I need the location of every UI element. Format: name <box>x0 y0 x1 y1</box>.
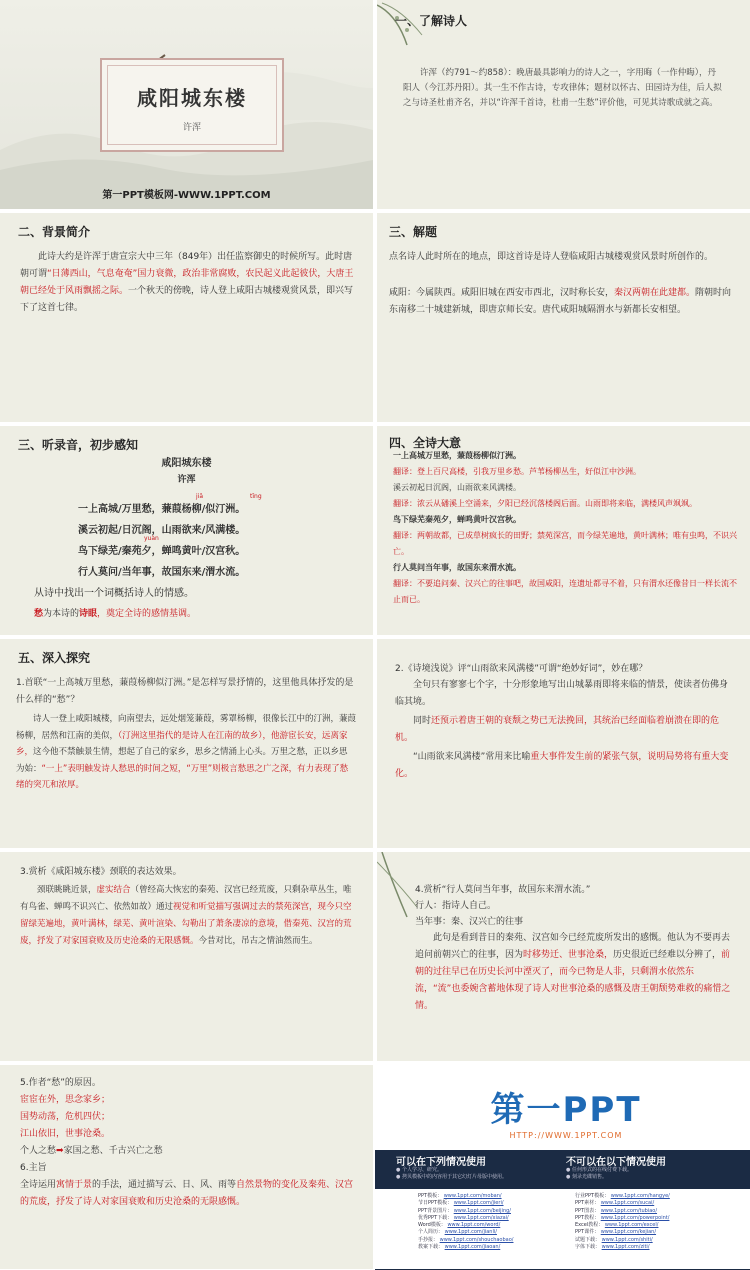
reason-question: 5.作者“愁”的原因。 <box>20 1078 101 1088</box>
cover-author: 许浑 <box>182 123 201 133</box>
link-sucai[interactable]: www.1ppt.com/sucai/ <box>600 1200 655 1207</box>
cannot-use-heading: 不可以在以下情况使用 <box>566 1157 666 1168</box>
slide-4-title-explain[interactable] <box>377 213 750 422</box>
link-tubiao[interactable]: www.1ppt.com/tubiao/ <box>600 1207 658 1214</box>
link-powerpoint[interactable]: www.1ppt.com/powerpoint/ <box>600 1214 670 1221</box>
pinyin-ting: tīng <box>250 493 262 500</box>
explore-answer: 诗人一登上咸阳城楼，向南望去，远处烟笼蒹葭，雾罩杨柳，很像长江中的汀洲，蒹葭杨柳，居然和江南的美似，（汀洲这里指代的是诗人在江南的故乡），他游宦长安，远离家乡，这今他不禁触景生情，想起了自己的家乡，思乡之情涌上心头。万里之愁，正以乡思为始：“一上”表明触发诗人愁思的时间之短，“万里”则极言愁思之广之深，有力表现了愁绪的突兀和浓厚。 <box>16 714 357 790</box>
poem-author: 许浑 <box>177 475 196 485</box>
slide-4-heading: 三、解题 <box>389 225 438 239</box>
theme-heading: 6.主旨 <box>20 1163 47 1173</box>
rain-answer-3: “山雨欲来风满楼”常用来比喻重大事件发生前的紧张气氛，说明局势将有重大变化。 <box>395 752 729 779</box>
rain-question: 2.《诗境浅说》评“山雨欲来风满楼”可谓“绝妙好词”，妙在哪？ <box>395 664 648 674</box>
slide-2-poet[interactable] <box>377 0 750 209</box>
slide-7-explore[interactable] <box>0 639 373 848</box>
arrow-icon: ➡ <box>56 1146 64 1156</box>
explain-p1: 点名诗人此时所在的地点，即这首诗是诗人登临咸阳古城楼观赏风景时所创作的。 <box>389 252 714 262</box>
poem-line-2: 溪云初起/日沉阁，山雨欲来/风满楼。 <box>78 525 246 536</box>
tail-line-1: 行人：指诗人自己。 <box>415 901 497 911</box>
link-shiti[interactable]: www.1ppt.com/shiti/ <box>601 1236 653 1243</box>
link-beijing[interactable]: www.1ppt.com/beijing/ <box>453 1207 511 1214</box>
tail-line-2: 当年事：秦、汉兴亡的往事 <box>415 917 524 927</box>
slide-5-heading: 三、听录音，初步感知 <box>18 438 139 452</box>
link-kejian[interactable]: www.1ppt.com/kejian/ <box>600 1229 657 1236</box>
background-text: 此诗大约是许浑于唐宣宗大中三年（849年）出任监察御史的时候所写。此时唐朝可谓“日薄西山，气息奄奄”国力衰微，政治非常腐败，农民起义此起彼伏，大唐王朝已经处于风雨飘摇之际。一个秋天的傍晚，诗人登上咸阳古城楼观赏风景，即兴写下了这首七律。 <box>20 252 354 313</box>
left-links: PPT模板： www.1ppt.com/moban/ 节日PPT模板： www.1ppt.com/jieri/ PPT背景图片： www.1ppt.com/beijing/ 优秀PPT下载： www.1ppt.com/xiazai/ Word模板： www.1ppt.com/word/ 个人简历： www.1ppt.com/jianli/ 手抄报： www.1ppt.com/shouchaobao/ 教案下载： www.1ppt.com/jiaoan/ <box>418 1193 514 1251</box>
explore-question: 1.首联“一上高城万里愁，蒹葭杨柳似汀洲。”是怎样写景抒情的，这里他具体抒发的是什么样的“愁”？ <box>16 678 354 705</box>
slide-7-heading: 五、深入探究 <box>18 651 91 665</box>
title-frame <box>100 58 284 152</box>
theme-text: 全诗运用寓情于景的手法，通过描写云、日、风、雨等自然景物的变化及秦苑、汉宫的荒废，抒发了诗人对家国衰败和历史沧桑的无限感慨。 <box>20 1180 354 1207</box>
cannot-use-list: ● 任何形式的在线付费下载。 ● 刻录光碟销售。 <box>566 1167 632 1180</box>
explain-p2: 咸阳：今属陕西。咸阳旧城在西安市西北，汉时称长安，秦汉两朝在此建都。隋朝时向东南移二十城建新城，即唐京师长安。唐代咸阳城隔渭水与新都长安相望。 <box>389 288 732 315</box>
reason-1: 宦宦在外，思念家乡； <box>20 1095 111 1105</box>
link-word[interactable]: www.1ppt.com/word/ <box>447 1222 501 1229</box>
neck-answer: 颈联眺眺近景，虚实结合（曾经高大恢宏的秦苑、汉宫已经荒废，只剩杂草丛生，唯有鸟雀、蝉鸣不识兴亡、依然如故）通过视觉和听觉描写强调过去的禁苑深宫，现今只空留绿芜遍地，黄叶满林，绿芜、黄叶渲染、勾勒出了萧条凄凉的意境，借秦苑、汉宫的荒废，抒发了对家国衰败及历史沧桑的无限感慨。今昔对比，吊古之情油然而生。 <box>20 885 352 946</box>
link-hangye[interactable]: www.1ppt.com/hangye/ <box>610 1193 670 1199</box>
tail-answer: 此句是看到昔日的秦苑、汉宫如今已经荒废所发出的感慨。他认为不要再去追问前朝兴亡的往事，因为时移势迁、世事沧桑，历史很近已经难以分辨了，前朝的过往早已在历史长河中湮灭了，而今已物是人非，只剩渭水依然东流，“流”也委婉含蓄地体现了诗人对世事沧桑的感慨及唐王朝颓势难救的痛惜之情。 <box>415 933 731 1011</box>
cover-title: 咸阳城东楼 <box>137 86 247 110</box>
cover-footer: 第一PPT模板网-WWW.1PPT.COM <box>102 190 271 201</box>
neck-question: 3.赏析《咸阳城东楼》颈联的表达效果。 <box>20 867 182 877</box>
listen-question: 从诗中找出一个词概括诗人的情感。 <box>34 588 194 599</box>
slide-10-tail-couplet[interactable] <box>377 852 750 1061</box>
link-jianli[interactable]: www.1ppt.com/jianli/ <box>444 1229 497 1236</box>
rain-answer-2: 同时还预示着唐王朝的衰颓之势已无法挽回，其统治已经面临着崩溃在即的危机。 <box>395 716 720 743</box>
slide-2-heading: 一、了解诗人 <box>395 14 468 28</box>
slide-6-meaning[interactable] <box>377 426 750 635</box>
link-moban[interactable]: www.1ppt.com/moban/ <box>443 1193 502 1199</box>
tail-question: 4.赏析“行人莫问当年事，故国东来渭水流。” <box>415 885 591 895</box>
can-use-list: ● 个人学习、研究。 ● 拷贝模板中的内容用于其它幻灯片母版中使用。 <box>396 1167 507 1180</box>
listen-answer: 愁为本诗的诗眼，奠定全诗的感情基调。 <box>34 609 197 619</box>
slide-3-background[interactable] <box>0 213 373 422</box>
logo-url: HTTP://WWW.1PPT.COM <box>509 1131 623 1140</box>
slide-6-heading: 四、全诗大意 <box>389 436 462 450</box>
pinyin-yuan: yuàn <box>144 535 159 542</box>
pinyin-jia: jiā <box>196 493 204 500</box>
slide-8-rain[interactable] <box>377 639 750 848</box>
meaning-block: 一上高城万里愁，蒹葭杨柳似汀洲。 翻译：登上百尺高楼，引我万里乡愁。芦苇杨柳丛生，好似江中沙洲。 溪云初起日沉阁，山雨欲来风满楼。 翻译：浓云从磻溪上空涌来，夕阳已经沉落楼阁后面。山雨即将来临，满楼风声飒飒。 鸟下绿芜秦苑夕，蝉鸣黄叶汉宫秋。 翻译：两朝故都，已成草树疯长的田野；禁苑深宫，而今绿芜遍地，黄叶满林；唯有虫鸣，不识兴亡。 行人莫问当年事，故国东来渭水流。 翻译：不要追问秦、汉兴亡的往事吧，故国咸阳，连遗址都寻不着，只有渭水还像昔日一样长流不止而已。 <box>393 451 737 604</box>
slide-9-neck-couplet[interactable] <box>0 852 373 1061</box>
poem-line-3: 鸟下绿芜/秦苑夕，蝉鸣黄叶/汉宫秋。 <box>78 546 246 557</box>
can-use-heading: 可以在下列情况使用 <box>396 1157 486 1168</box>
rain-answer-1: 全句只有寥寥七个字，十分形象地写出山城暴雨即将来临的情景，使读者仿佛身临其境。 <box>395 680 729 707</box>
slide-1-cover[interactable] <box>0 0 373 209</box>
link-xiazai[interactable]: www.1ppt.com/xiazai/ <box>453 1214 509 1221</box>
poet-intro: 许浑（约791～约858）：晚唐最具影响力的诗人之一，字用晦（一作仲晦），丹阳人（今江苏丹阳）。其一生不作古诗，专攻律体；题材以怀古、田园诗为佳，后人拟之与诗圣杜甫齐名，并以“许浑千首诗，杜甫一生愁”评价他，可见其诗歌成就之高。 <box>403 68 722 108</box>
poem-title: 咸阳城东楼 <box>161 458 212 469</box>
link-ziti[interactable]: www.1ppt.com/ziti/ <box>601 1244 650 1251</box>
link-jiaoan[interactable]: www.1ppt.com/jiaoan/ <box>444 1244 501 1251</box>
reason-summary: 个人之愁➡家国之愁、千古兴亡之愁 <box>20 1146 163 1156</box>
link-jieri[interactable]: www.1ppt.com/jieri/ <box>453 1200 504 1207</box>
logo-text: 第一PPT <box>490 1090 642 1130</box>
link-shouchaobao[interactable]: www.1ppt.com/shouchaobao/ <box>439 1236 514 1243</box>
reason-2: 国势动荡，危机四伏； <box>20 1112 111 1122</box>
poem-line-1: 一上高城/万里愁，蒹葭杨柳/似汀洲。 <box>78 504 246 515</box>
poem-line-4: 行人莫问/当年事，故国东来/渭水流。 <box>78 567 246 578</box>
slide-3-heading: 二、背景简介 <box>18 225 91 239</box>
right-links: 行业PPT模板： www.1ppt.com/hangye/ PPT素材： www.1ppt.com/sucai/ PPT图表： www.1ppt.com/tubiao/ PPT教程： www.1ppt.com/powerpoint/ Excel教程： www.1ppt.com/excel/ PPT课件： www.1ppt.com/kejian/ 试题下载： www.1ppt.com/shiti/ 字体下载： www.1ppt.com/ziti/ <box>575 1193 670 1251</box>
reason-3: 江山依旧，世事沧桑。 <box>20 1129 111 1139</box>
ppt-logo <box>466 1082 666 1140</box>
link-excel[interactable]: www.1ppt.com/excel/ <box>604 1222 659 1229</box>
slide-11-reason[interactable] <box>0 1065 373 1269</box>
slide-5-listen[interactable] <box>0 426 373 635</box>
